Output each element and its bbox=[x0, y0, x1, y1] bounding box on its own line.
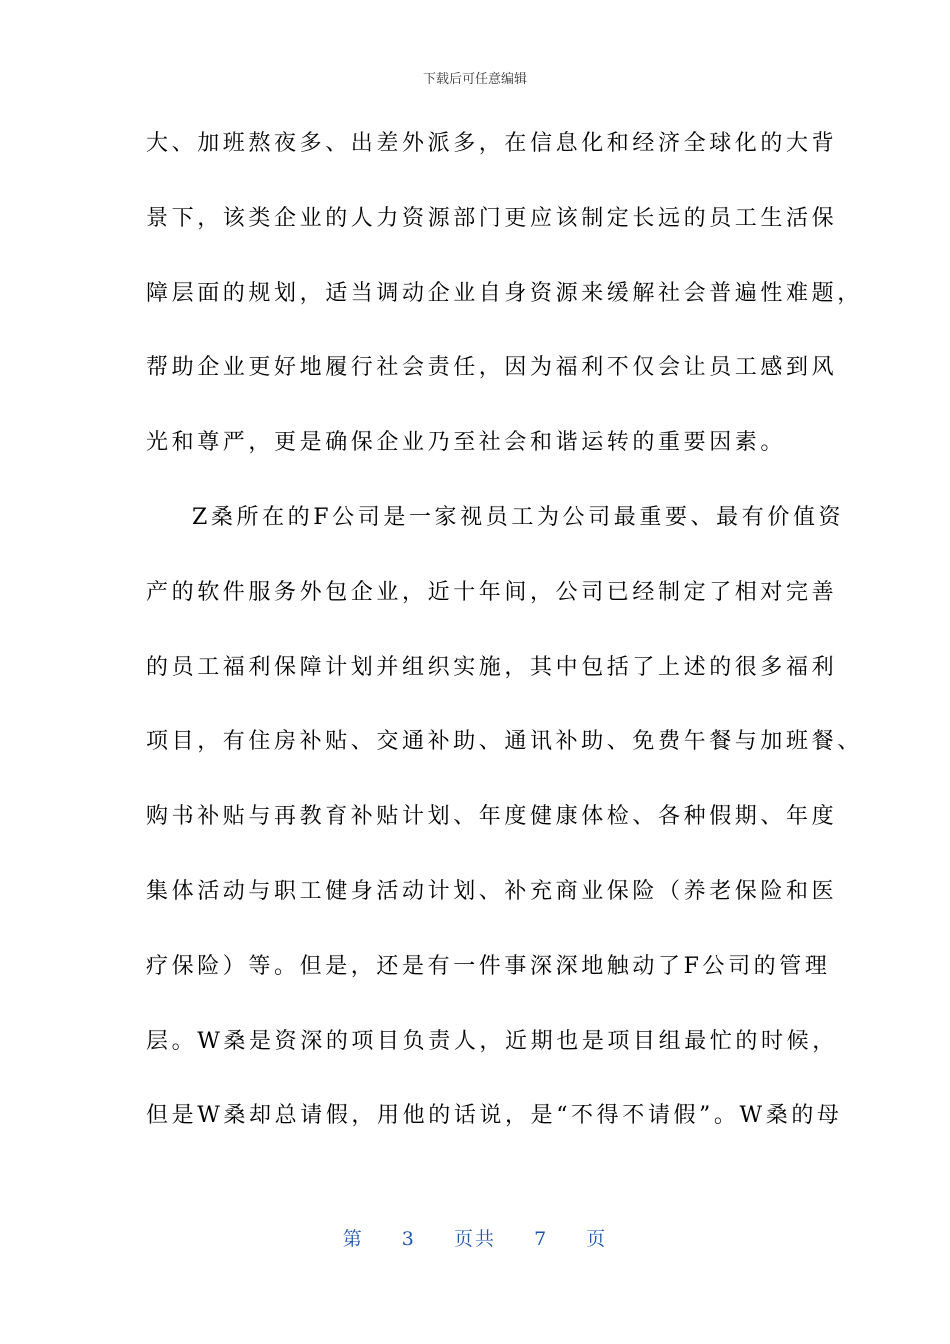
text-line: 光和尊严，更是确保企业乃至社会和谐运转的重要因素。 bbox=[146, 430, 787, 456]
document-body bbox=[146, 118, 863, 1165]
text-line: 集体活动与职工健身活动计划、补充商业保险（养老保险和医 bbox=[146, 878, 838, 904]
text-line: 帮助企业更好地履行社会责任，因为福利不仅会让员工感到风 bbox=[146, 355, 838, 381]
current-page-number: 3 bbox=[401, 1228, 416, 1250]
text-line: 但是W桑却总请假，用他的话说，是“不得不请假”。W桑的母 bbox=[146, 1103, 843, 1129]
text-line: 层。W桑是资深的项目负责人，近期也是项目组最忙的时候， bbox=[146, 1028, 838, 1054]
text-line: 购书补贴与再教育补贴计划、年度健康体检、各种假期、年度 bbox=[146, 804, 838, 830]
text-line: 产的软件服务外包企业，近十年间，公司已经制定了相对完善 bbox=[146, 579, 838, 605]
footer-middle: 页共 bbox=[453, 1228, 496, 1250]
text-line: 景下，该类企业的人力资源部门更应该制定长远的员工生活保 bbox=[146, 205, 838, 231]
total-pages-number: 7 bbox=[534, 1228, 549, 1250]
text-line: 大、加班熬夜多、出差外派多，在信息化和经济全球化的大背 bbox=[146, 131, 838, 156]
text-line: 障层面的规划，适当调动企业自身资源来缓解社会普遍性难题， bbox=[146, 280, 863, 306]
page-footer bbox=[0, 1224, 950, 1251]
text-line: 的员工福利保障计划并组织实施，其中包括了上述的很多福利 bbox=[146, 654, 838, 680]
footer-prefix: 第 bbox=[342, 1228, 364, 1250]
paragraph-start-line: Z桑所在的F公司是一家视员工为公司最重要、最有价值资 bbox=[192, 504, 845, 530]
header-note: 下载后可任意编辑 bbox=[422, 72, 527, 87]
text-line: 项目，有住房补贴、交通补助、通讯补助、免费午餐与加班餐、 bbox=[146, 729, 863, 755]
text-line: 疗保险）等。但是，还是有一件事深深地触动了F公司的管理 bbox=[146, 953, 831, 979]
footer-suffix: 页 bbox=[586, 1228, 608, 1250]
